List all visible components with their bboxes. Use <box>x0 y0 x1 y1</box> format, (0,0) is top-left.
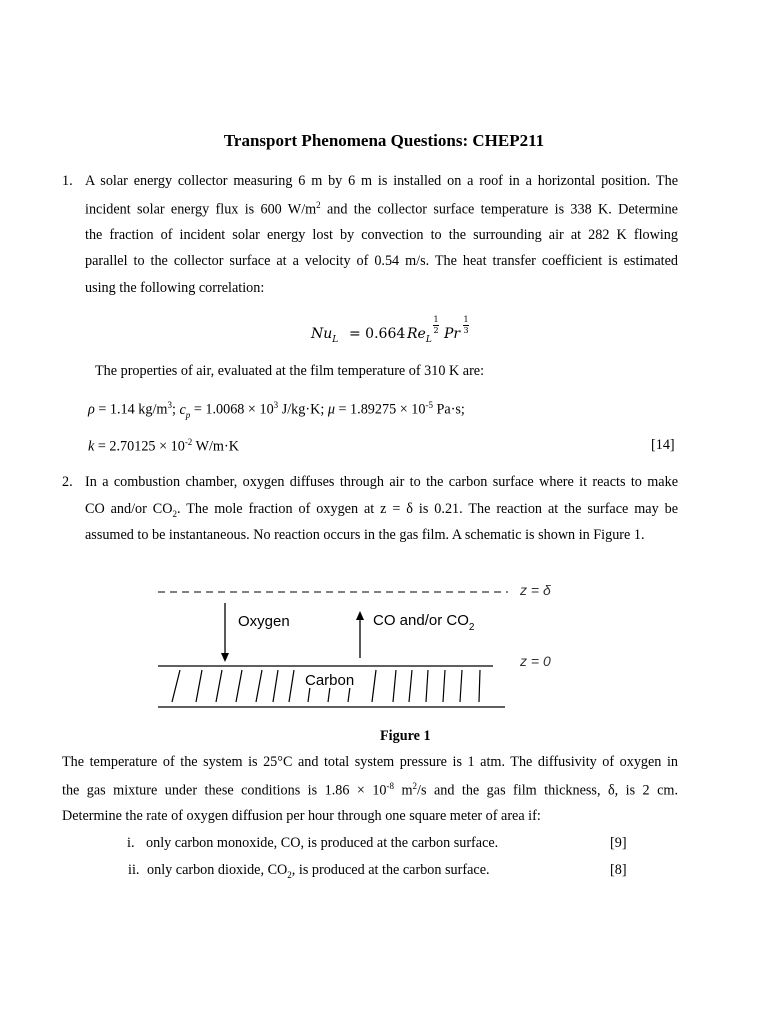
q2-line-2: CO and/or $CO_2$. The mole fraction of oxygen at z = δ is 0.21. The reaction at the surface may be <box>85 501 678 519</box>
q1-marks: [14] <box>651 437 675 453</box>
part-i-text: only carbon monoxide, CO, is produced at the carbon surface. <box>146 835 499 851</box>
part-ii-text: only carbon dioxide, $CO_2$, is produced at the carbon surface. <box>147 862 490 880</box>
q1-line-3: the fraction of incident solar energy lost by convection to the surrounding air at 282 K flowing <box>85 227 678 243</box>
q2-para-line-3: Determine the rate of oxygen diffusion per hour through one square meter of area if: <box>62 808 541 824</box>
question-2-number: 2. <box>62 474 73 490</box>
q1-line-2: incident solar energy flux is 600 $W/m^2$ and the collector surface temperature is 338 K. Determine <box>85 200 678 218</box>
properties-intro: The properties of air, evaluated at the film temperature of 310 K are: <box>95 363 485 379</box>
part-ii-number: ii. <box>128 862 140 878</box>
carbon-label: Carbon <box>305 672 355 689</box>
part-ii-marks: [8] <box>610 862 627 878</box>
air-properties-line-2: $k = 2.70125 \times 10^{-2}$ W/m·K <box>88 437 239 455</box>
oxygen-down-arrow <box>221 603 229 662</box>
q2-para-line-2: the gas mixture under these conditions is $1.86 \times 10^{-8}$ $m^2/s$ and the gas film thickness, δ, is 2 cm. <box>62 781 678 799</box>
z-zero-label: z = 0 <box>520 653 551 669</box>
page-title: Transport Phenomena Questions: CHEP211 <box>223 131 545 150</box>
part-i-number: i. <box>127 835 135 851</box>
q1-line-4: parallel to the collector surface at a velocity of 0.54 m/s. The heat transfer coefficient is estimated <box>85 253 678 269</box>
z-delta-label: z = δ <box>520 582 551 598</box>
q2-line-1: In a combustion chamber, oxygen diffuses through air to the carbon surface where it reacts to make <box>85 474 678 490</box>
q2-para-line-1: The temperature of the system is 25°C and total system pressure is 1 atm. The diffusivity of oxygen in <box>62 754 678 770</box>
product-up-arrow <box>356 611 364 658</box>
figure-1-schematic <box>150 575 570 715</box>
q1-line-1: A solar energy collector measuring 6 m by 6 m is installed on a roof in a horizontal position. The <box>85 173 678 189</box>
nusselt-correlation: $Nu_L$ = 0.664 $Re_L$ 1 2 Pr 1 3 <box>311 315 469 345</box>
part-i-marks: [9] <box>610 835 627 851</box>
q2-line-3: assumed to be instantaneous. No reaction occurs in the gas film. A schematic is shown in Figure 1. <box>85 527 645 543</box>
q1-line-5: using the following correlation: <box>85 280 265 296</box>
figure-1-caption: Figure 1 <box>380 728 431 744</box>
oxygen-label: Oxygen <box>238 613 290 630</box>
air-properties-line-1: ρ = 1.14 $kg/m^3$; $c_p = 1.0068 \times 10^3$ J/kg·K; $\mu = 1.89275 \times 10^{-5}$ Pa·s; <box>88 400 465 420</box>
question-1-number: 1. <box>62 173 73 189</box>
product-label: CO and/or $CO_2$ <box>373 612 475 633</box>
